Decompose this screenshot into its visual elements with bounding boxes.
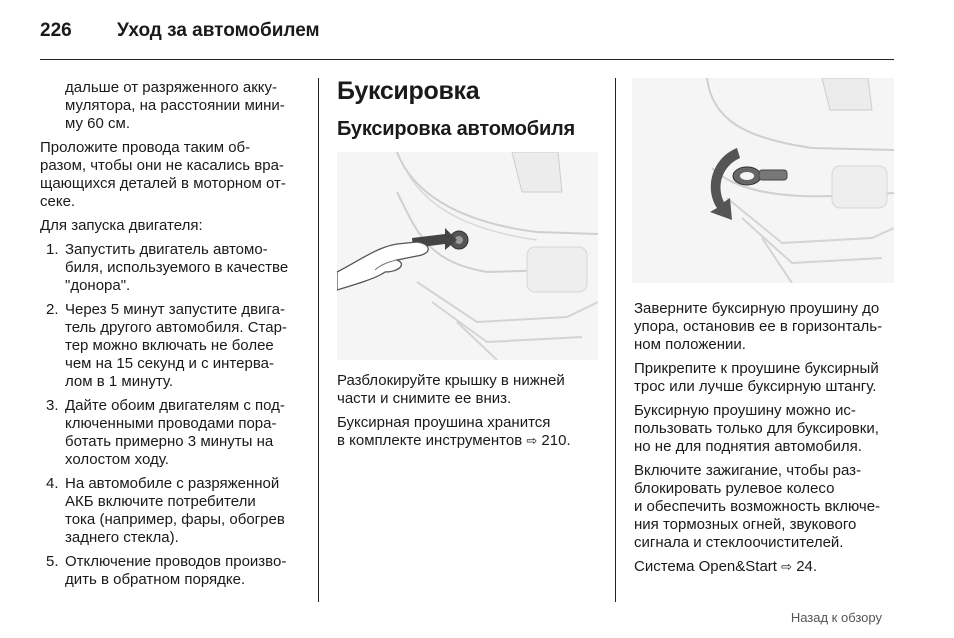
wiring-paragraph: Проложите провода таким об- разом, чтобы они не касались вра- щающихся деталей в моторном от- секе. bbox=[40, 139, 286, 210]
list-item: 5. Отключение проводов произво- дить в обратном порядке. bbox=[46, 553, 287, 588]
screw-eye-paragraph: Заверните буксирную проушину до упора, остановив ее в горизонталь- ном положении. bbox=[634, 300, 883, 353]
list-item: 1. Запустить двигатель автомо- биля, используемого в качестве "донора". bbox=[46, 241, 289, 294]
back-to-overview-link[interactable]: Назад к обзору bbox=[790, 610, 882, 625]
list-item: 4. На автомобиле с разряженной АКБ включите потребители тока (например, фары, обогрев заднего стекла). bbox=[46, 475, 285, 546]
unlock-cover-paragraph: Разблокируйте крышку в нижней части и снимите ее вниз. bbox=[337, 372, 565, 407]
start-intro: Для запуска двигателя: bbox=[40, 217, 203, 234]
list-item: 2. Через 5 минут запустите двига- тель другого автомобиля. Стар- тер можно включать не более чем на 15 секунд и с интерва- лом в 1 минуту. bbox=[46, 301, 287, 390]
bumper-cover-illustration bbox=[337, 152, 598, 360]
continuation-text: дальше от разряженного акку- мулятора, на расстоянии мини- му 60 см. bbox=[65, 79, 285, 132]
tow-eye-storage-paragraph: Буксирная проушина хранится в комплекте инструментов ⇨ 210. bbox=[337, 414, 571, 449]
section-title: Уход за автомобилем bbox=[117, 20, 320, 41]
heading-towing: Буксировка bbox=[337, 77, 480, 105]
column-divider-1 bbox=[318, 78, 319, 602]
heading-towing-vehicle: Буксировка автомобиля bbox=[337, 118, 576, 140]
list-item: 3. Дайте обоим двигателям с под- ключенными проводами пора- ботать примерно 3 минуты на холостом ходу. bbox=[46, 397, 285, 468]
column-3-text bbox=[634, 300, 899, 582]
tow-eye-illustration bbox=[632, 78, 894, 283]
page-number: 226 bbox=[40, 20, 72, 41]
attach-rope-paragraph: Прикрепите к проушине буксирный трос или лучше буксирную штангу. bbox=[634, 360, 879, 395]
column-divider-2 bbox=[615, 78, 616, 602]
tow-only-paragraph: Буксирную проушину можно ис- пользовать только для буксировки, но не для поднятия автомобиля. bbox=[634, 402, 879, 455]
column-2-text bbox=[337, 372, 607, 456]
header-rule bbox=[40, 59, 894, 60]
ignition-paragraph: Включите зажигание, чтобы раз- блокировать рулевое колесо и обеспечить возможность включе- ния тормозных огней, звукового сигнала и стеклоочистителей. bbox=[634, 462, 881, 551]
open-start-paragraph: Система Open&Start ⇨ 24. bbox=[634, 558, 818, 575]
page-reference[interactable]: ⇨ 210. bbox=[526, 432, 571, 449]
column-1 bbox=[40, 79, 308, 595]
page-reference[interactable]: ⇨ 24. bbox=[781, 558, 818, 575]
